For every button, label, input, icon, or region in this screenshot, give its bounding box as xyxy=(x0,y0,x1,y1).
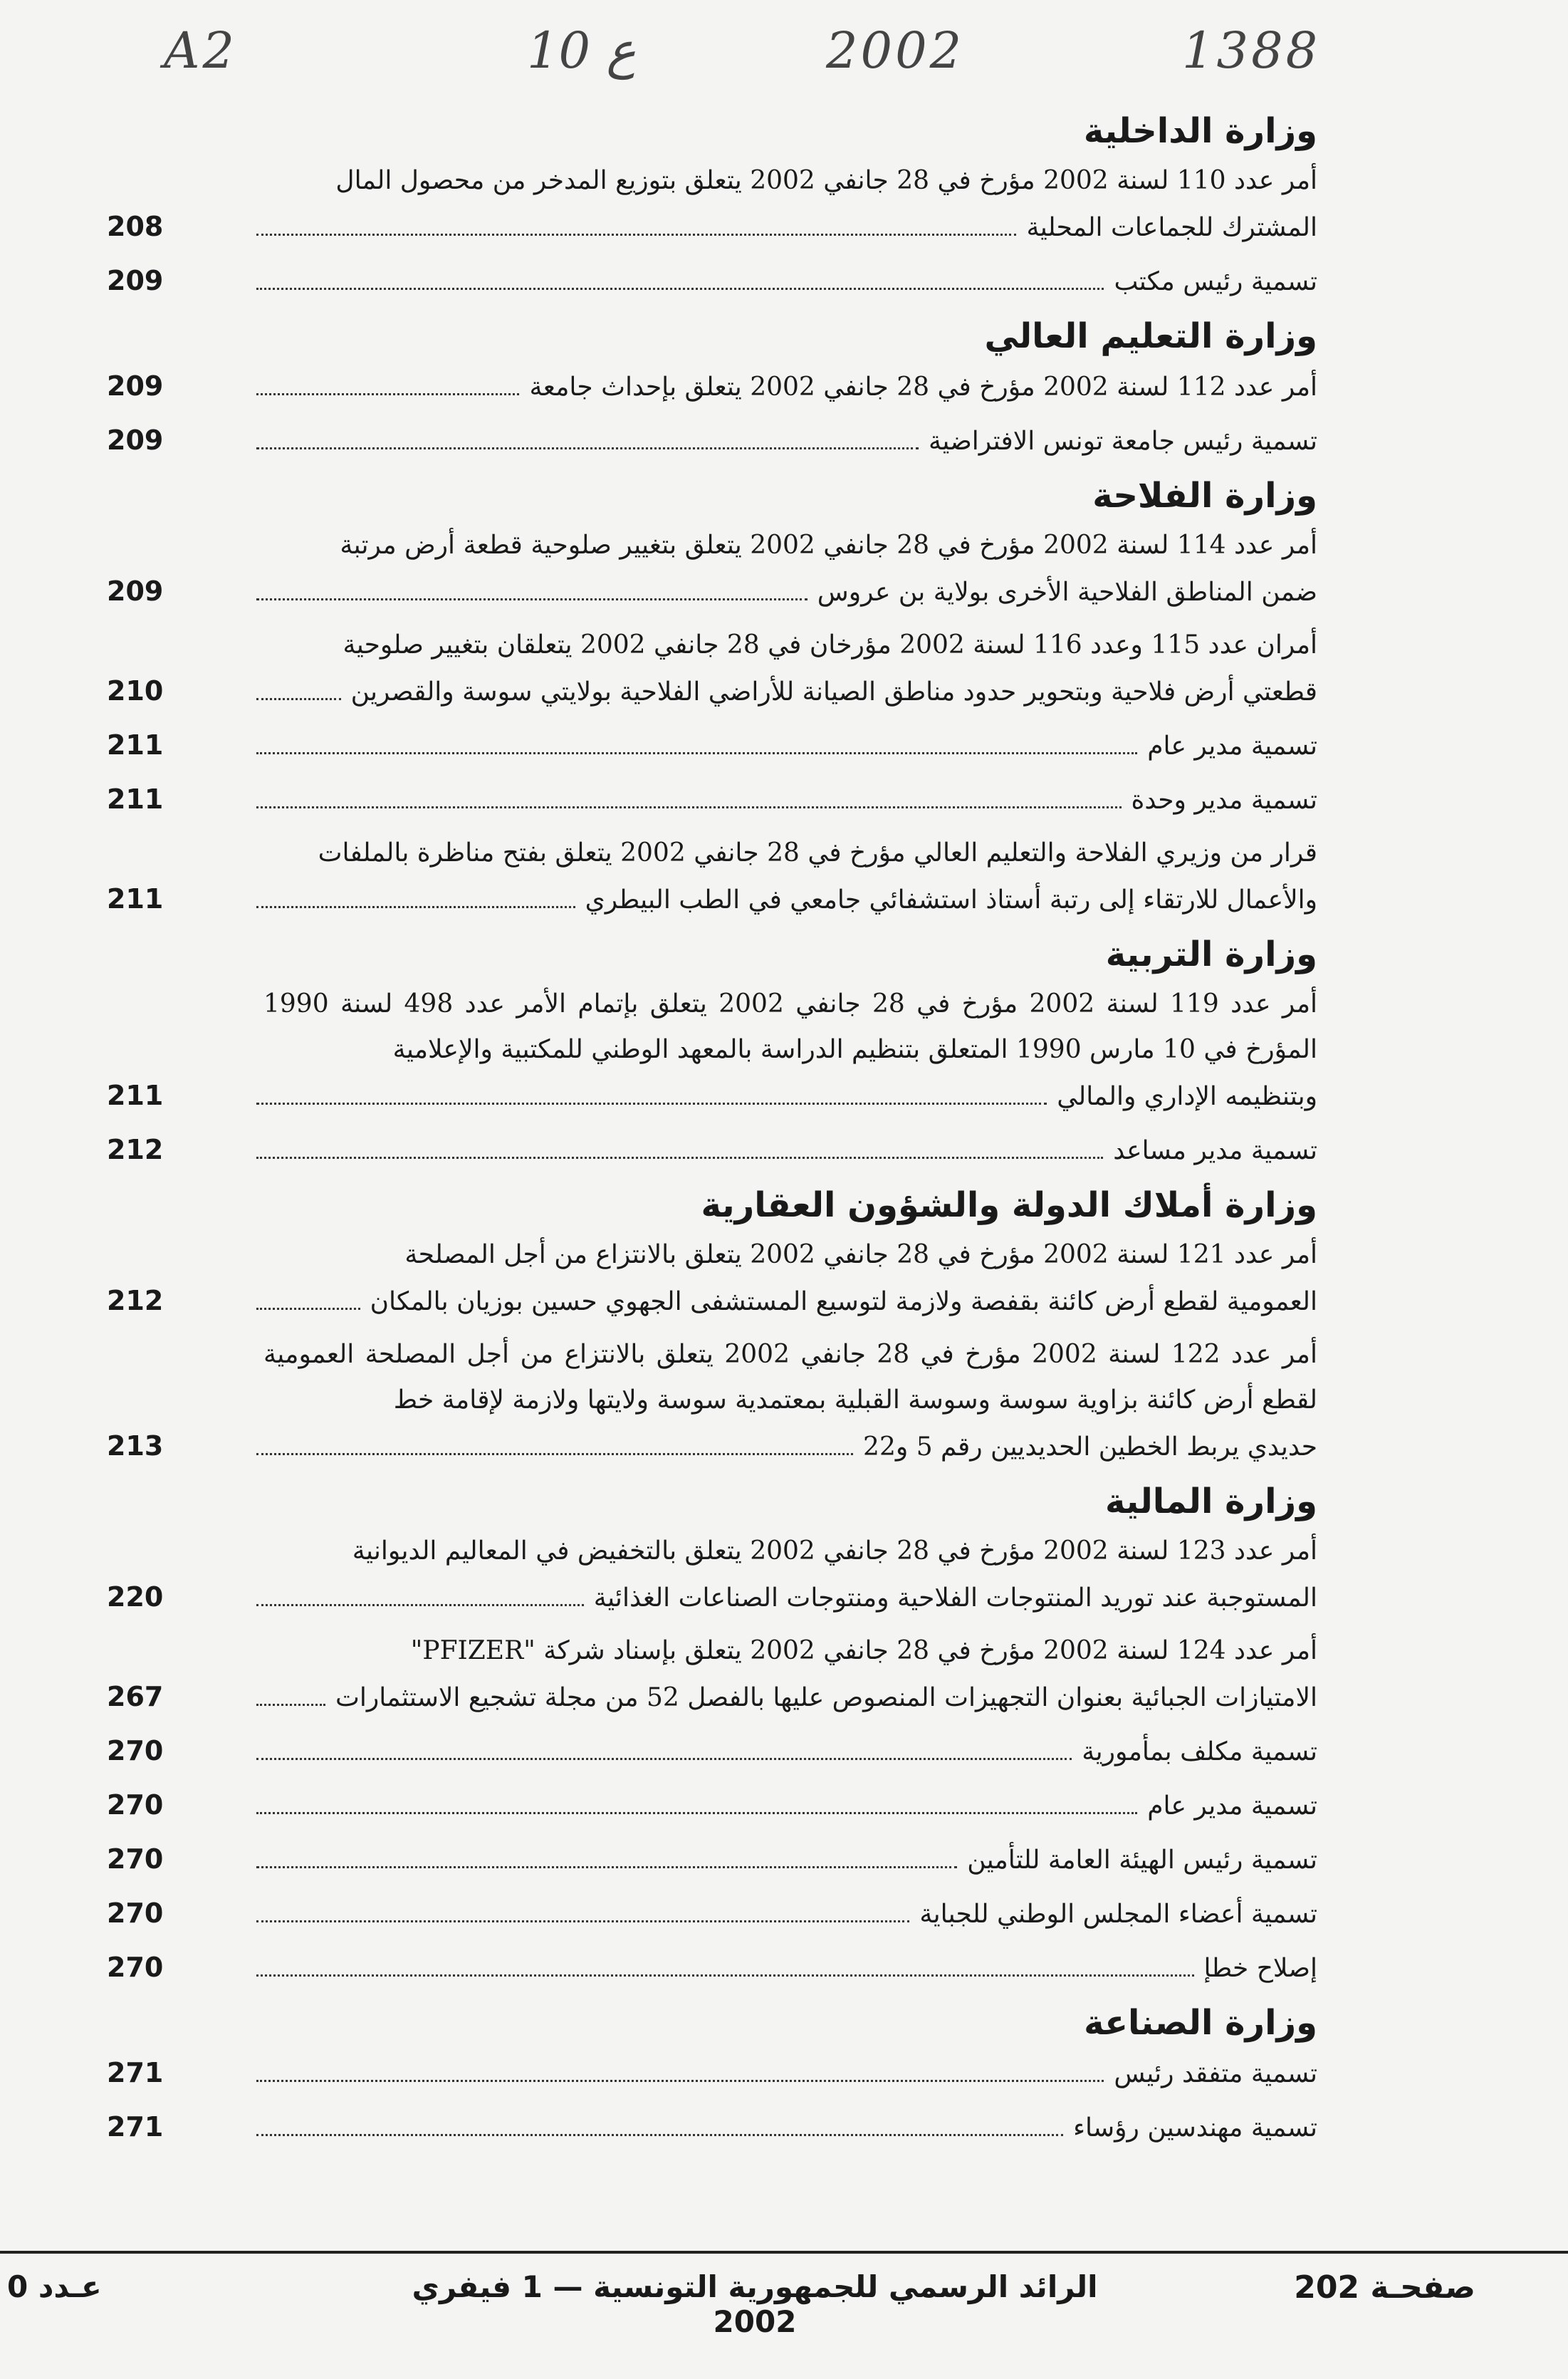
entry-label: تسمية رئيس مكتب xyxy=(1114,267,1317,296)
entry-label: تسمية مدير مساعد xyxy=(1113,1136,1317,1165)
entry-description: أمر عدد 122 لسنة 2002 مؤرخ في 28 جانفي 2002 يتعلق بالانتزاع من أجل المصلحة العمومية لقطع أرض كائنة بزاوية سوسة وسوسة القبلية بمعتمدية سوسة ولايتها ولازمة لإقامة خط xyxy=(263,1340,1317,1415)
toc-entry[interactable] xyxy=(107,1232,1317,1325)
entry-label: تسمية متفقد رئيس xyxy=(1114,2059,1317,2088)
dot-leader xyxy=(256,233,1016,236)
entry-page-number: 270 xyxy=(107,1898,164,1929)
toc-entry[interactable] xyxy=(107,2050,1317,2097)
entry-label: أمر عدد 112 لسنة 2002 مؤرخ في 28 جانفي 2002 يتعلق بإحداث جامعة xyxy=(529,373,1317,402)
entry-label: تسمية رئيس الهيئة العامة للتأمين xyxy=(967,1846,1317,1875)
dot-leader xyxy=(256,1811,1137,1814)
dot-leader xyxy=(256,751,1137,754)
entry-description: قرار من وزيري الفلاحة والتعليم العالي مؤرخ في 28 جانفي 2002 يتعلق بفتح مناظرة بالملفات xyxy=(318,838,1317,868)
entry-line xyxy=(107,1836,1317,1883)
entry-page-number: 208 xyxy=(107,211,164,242)
entry-line xyxy=(107,776,1317,823)
entry-line xyxy=(107,2050,1317,2097)
dot-leader xyxy=(256,2079,1104,2082)
toc-entry[interactable] xyxy=(107,1628,1317,1721)
entry-label: ضمن المناطق الفلاحية الأخرى بولاية بن عروس xyxy=(817,578,1317,607)
entry-label: تسمية مدير عام xyxy=(1147,1791,1317,1821)
dot-leader xyxy=(256,1757,1072,1760)
toc-entry[interactable] xyxy=(107,982,1317,1120)
footer-page-number: صفحـة 202 xyxy=(1294,2269,1475,2306)
entry-label: تسمية مدير عام xyxy=(1147,732,1317,761)
toc-entry[interactable] xyxy=(107,363,1317,410)
ministry-section xyxy=(107,1182,1317,1470)
ministry-title: وزارة الداخلية xyxy=(1083,111,1317,151)
dot-leader xyxy=(256,392,519,395)
toc-entry[interactable] xyxy=(107,722,1317,769)
entry-line xyxy=(107,722,1317,769)
dot-leader xyxy=(256,1452,853,1455)
dot-leader xyxy=(256,1603,584,1606)
entry-line xyxy=(107,1945,1317,1992)
dot-leader xyxy=(256,1703,325,1706)
entry-page-number: 270 xyxy=(107,1843,164,1875)
entry-page-number: 211 xyxy=(107,729,164,761)
ministry-title: وزارة أملاك الدولة والشؤون العقارية xyxy=(701,1185,1317,1225)
ministry-section xyxy=(107,932,1317,1174)
dot-leader xyxy=(256,287,1104,290)
toc-entry[interactable] xyxy=(107,776,1317,823)
entry-line xyxy=(107,1890,1317,1937)
ministry-title: وزارة التربية xyxy=(1105,935,1317,974)
entry-line xyxy=(107,668,1317,715)
entry-label: تسمية أعضاء المجلس الوطني للجباية xyxy=(919,1900,1317,1929)
entry-page-number: 211 xyxy=(107,1080,164,1111)
footer-publication-title: الرائد الرسمي للجمهورية التونسية — 1 فيفري 2002 xyxy=(412,2269,1098,2339)
entry-label: المستوجبة عند توريد المنتوجات الفلاحية ومنتوجات الصناعات الغذائية xyxy=(593,1583,1317,1613)
entry-page-number: 271 xyxy=(107,2111,164,2143)
entry-label: تسمية رئيس جامعة تونس الافتراضية xyxy=(929,427,1317,456)
entry-page-number: 271 xyxy=(107,2057,164,2088)
entry-line xyxy=(107,417,1317,464)
handwritten-mark: 10 ع xyxy=(527,21,637,80)
entry-page-number: 270 xyxy=(107,1789,164,1821)
ministry-title: وزارة التعليم العالي xyxy=(984,316,1317,356)
ministry-section xyxy=(107,108,1317,305)
entry-line xyxy=(107,204,1317,251)
entry-line xyxy=(107,876,1317,923)
toc-entry[interactable] xyxy=(107,1529,1317,1621)
ministry-title: وزارة المالية xyxy=(1104,1482,1317,1521)
entry-page-number: 212 xyxy=(107,1285,164,1316)
entry-page-number: 213 xyxy=(107,1430,164,1462)
toc-entry[interactable] xyxy=(107,417,1317,464)
entry-line xyxy=(107,568,1317,615)
entry-label: تسمية مهندسين رؤساء xyxy=(1073,2113,1317,2143)
entry-description: أمر عدد 119 لسنة 2002 مؤرخ في 28 جانفي 2002 يتعلق بإتمام الأمر عدد 498 لسنة 1990 المؤرخ في 10 مارس 1990 المتعلق بتنظيم الدراسة بالمعهد الوطني للمكتبية والإعلامية xyxy=(263,989,1317,1064)
entry-page-number: 212 xyxy=(107,1134,164,1165)
toc-entry[interactable] xyxy=(107,523,1317,615)
entry-label: حديدي يربط الخطين الحديديين رقم 5 و22 xyxy=(863,1432,1317,1462)
entry-page-number: 211 xyxy=(107,784,164,815)
toc-entry[interactable] xyxy=(107,1728,1317,1775)
entry-description: أمر عدد 123 لسنة 2002 مؤرخ في 28 جانفي 2002 يتعلق بالتخفيض في المعاليم الديوانية xyxy=(352,1536,1317,1566)
dot-leader xyxy=(256,447,919,449)
entry-line xyxy=(107,2104,1317,2151)
entry-line xyxy=(107,1674,1317,1721)
toc-entry[interactable] xyxy=(107,1127,1317,1174)
ministry-title: وزارة الصناعة xyxy=(1084,2003,1317,2043)
entry-page-number: 220 xyxy=(107,1581,164,1613)
dot-leader xyxy=(256,1865,957,1868)
table-of-contents xyxy=(107,100,1317,2158)
entry-description: أمر عدد 110 لسنة 2002 مؤرخ في 28 جانفي 2002 يتعلق بتوزيع المدخر من محصول المال xyxy=(335,166,1317,195)
dot-leader xyxy=(256,1974,1194,1977)
dot-leader xyxy=(256,598,807,600)
toc-entry[interactable] xyxy=(107,1890,1317,1937)
entry-page-number: 267 xyxy=(107,1681,164,1712)
entry-label: المشترك للجماعات المحلية xyxy=(1026,213,1317,242)
dot-leader xyxy=(256,1156,1103,1159)
entry-line xyxy=(107,258,1317,305)
entry-page-number: 211 xyxy=(107,883,164,915)
entry-page-number: 209 xyxy=(107,576,164,607)
toc-entry[interactable] xyxy=(107,158,1317,251)
toc-entry[interactable] xyxy=(107,2104,1317,2151)
entry-description: أمر عدد 121 لسنة 2002 مؤرخ في 28 جانفي 2002 يتعلق بالانتزاع من أجل المصلحة xyxy=(404,1240,1317,1269)
toc-entry[interactable] xyxy=(107,258,1317,305)
entry-label: قطعتي أرض فلاحية وبتحوير حدود مناطق الصيانة للأراضي الفلاحية بولايتي سوسة والقصرين xyxy=(350,677,1317,707)
entry-description: أمر عدد 114 لسنة 2002 مؤرخ في 28 جانفي 2002 يتعلق بتغيير صلوحية قطعة أرض مرتبة xyxy=(340,531,1317,560)
entry-page-number: 270 xyxy=(107,1735,164,1766)
entry-page-number: 209 xyxy=(107,425,164,456)
entry-page-number: 209 xyxy=(107,265,164,296)
entry-line xyxy=(107,1423,1317,1470)
entry-label: والأعمال للارتقاء إلى رتبة أستاذ استشفائي جامعي في الطب البيطري xyxy=(585,885,1317,915)
dot-leader xyxy=(256,697,341,700)
entry-line xyxy=(107,1782,1317,1829)
entry-label: الامتيازات الجبائية بعنوان التجهيزات المنصوص عليها بالفصل 52 من مجلة تشجيع الاستثمارات xyxy=(335,1683,1317,1712)
entry-line xyxy=(107,1278,1317,1325)
dot-leader xyxy=(256,1920,909,1922)
entry-line xyxy=(107,363,1317,410)
toc-entry[interactable] xyxy=(107,1945,1317,1992)
entry-label: إصلاح خطإ xyxy=(1203,1954,1317,1983)
ministry-section xyxy=(107,1479,1317,1992)
dot-leader xyxy=(256,806,1122,808)
footer-issue-number: عـدد 0 xyxy=(7,2269,102,2304)
entry-line xyxy=(107,1728,1317,1775)
handwritten-mark: 1388 xyxy=(1182,21,1321,80)
ministry-section xyxy=(107,2000,1317,2151)
entry-page-number: 209 xyxy=(107,370,164,402)
entry-label: وبتنظيمه الإداري والمالي xyxy=(1057,1082,1317,1111)
page-footer xyxy=(0,2251,1568,2339)
ministry-section xyxy=(107,473,1317,923)
toc-entry[interactable] xyxy=(107,1332,1317,1470)
entry-label: العمومية لقطع أرض كائنة بقفصة ولازمة لتوسيع المستشفى الجهوي حسين بوزيان بالمكان xyxy=(370,1287,1317,1316)
entry-line xyxy=(107,1073,1317,1120)
toc-entry[interactable] xyxy=(107,1836,1317,1883)
dot-leader xyxy=(256,1307,360,1310)
entry-page-number: 210 xyxy=(107,675,164,707)
toc-entry[interactable] xyxy=(107,831,1317,923)
entry-description: أمر عدد 124 لسنة 2002 مؤرخ في 28 جانفي 2002 يتعلق بإسناد شركة "PFIZER" xyxy=(410,1636,1317,1665)
entry-line xyxy=(107,1127,1317,1174)
dot-leader xyxy=(256,1102,1047,1105)
toc-entry[interactable] xyxy=(107,623,1317,715)
dot-leader xyxy=(256,905,575,908)
entry-page-number: 270 xyxy=(107,1952,164,1983)
handwritten-mark: A2 xyxy=(164,21,238,80)
handwritten-mark: 2002 xyxy=(826,21,965,80)
entry-label: تسمية مكلف بمأمورية xyxy=(1082,1737,1317,1766)
toc-entry[interactable] xyxy=(107,1782,1317,1829)
entry-description: أمران عدد 115 وعدد 116 لسنة 2002 مؤرخان في 28 جانفي 2002 يتعلقان بتغيير صلوحية xyxy=(343,630,1317,660)
ministry-section xyxy=(107,313,1317,464)
dot-leader xyxy=(256,2133,1063,2136)
ministry-title: وزارة الفلاحة xyxy=(1092,476,1317,516)
entry-label: تسمية مدير وحدة xyxy=(1131,786,1317,815)
entry-line xyxy=(107,1574,1317,1621)
